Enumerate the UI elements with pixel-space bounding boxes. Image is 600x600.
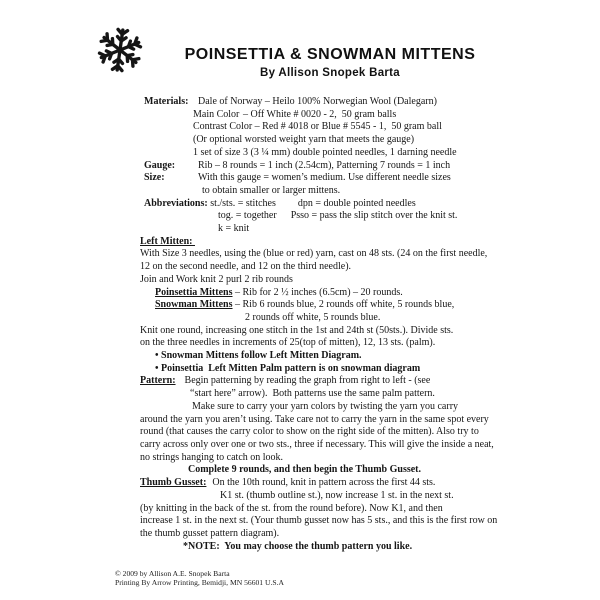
- text-line: Abbreviations: st./sts. = stitches dpn = double pointed needles: [144, 197, 416, 209]
- text-line: around the yarn you aren’t using. Take care not to carry the yarn in the same spot every: [140, 413, 489, 425]
- text-line: Poinsettia Mittens – Rib for 2 ½ inches (6.5cm) – 20 rounds.: [155, 286, 403, 298]
- text-line: round (that causes the carry color to show on the right side of the mitten). Also try to: [140, 426, 479, 438]
- text-line: to obtain smaller or larger mittens.: [202, 184, 341, 196]
- text-line: • Poinsettia Left Mitten Palm pattern is on snowman diagram: [155, 362, 421, 374]
- text-line: Main Color – Off White # 0020 - 2, 50 gram balls: [193, 108, 397, 120]
- text-line: on the three needles in increments of 25(top of mitten), 12, 13 sts. (palm).: [140, 337, 436, 349]
- text-line: no strings hanging to catch on look.: [140, 451, 284, 463]
- text-line: tog. = together Psso = pass the slip stitch over the knit st.: [218, 210, 458, 222]
- document-footer: [115, 569, 284, 588]
- document-body: [140, 96, 580, 553]
- text-line: 2 rounds off white, 5 rounds blue.: [245, 311, 381, 323]
- text-line: 1 set of size 3 (3 ¼ mm) double pointed needles, 1 darning needle: [193, 146, 457, 158]
- text-line: Complete 9 rounds, and then begin the Thumb Gusset.: [188, 464, 422, 476]
- text-line: • Snowman Mittens follow Left Mitten Diagram.: [155, 350, 362, 362]
- text-line: Knit one round, increasing one stitch in the 1st and 24th st (50sts.). Divide sts.: [140, 324, 454, 336]
- text-line: (Or optional worsted weight yarn that meets the gauge): [193, 134, 415, 146]
- text-line: K1 st. (thumb outline st.), now increase 1 st. in the next st.: [220, 489, 454, 501]
- footer-printer-line: Printing By Arrow Printing, Bemidji, MN 56601 U.S.A: [115, 578, 284, 588]
- text-line: Snowman Mittens – Rib 6 rounds blue, 2 rounds off white, 5 rounds blue,: [155, 299, 455, 311]
- text-line: Contrast Color – Red # 4018 or Blue # 5545 - 1, 50 gram ball: [193, 121, 442, 133]
- text-line: “start here” arrow). Both patterns use the same palm pattern.: [190, 388, 435, 400]
- text-line: Thumb Gusset: On the 10th round, knit in pattern across the first 44 sts.: [140, 477, 436, 489]
- footer-copyright-line: © 2009 by Allison A.E. Snopek Barta: [115, 569, 230, 578]
- text-line: Make sure to carry your yarn colors by twisting the yarn you carry: [192, 400, 459, 412]
- document-title: POINSETTIA & SNOWMAN MITTENS: [184, 46, 476, 63]
- text-line: increase 1 st. in the next st. (Your thumb gusset now has 5 sts., and this is the first row on: [140, 515, 498, 527]
- text-line: *NOTE: You may choose the thumb pattern you like.: [183, 540, 413, 552]
- text-line: Materials: Dale of Norway – Heilo 100% Norwegian Wool (Dalegarn): [144, 96, 437, 107]
- text-line: With Size 3 needles, using the (blue or red) yarn, cast on 48 sts. (24 on the first needle,: [140, 248, 488, 260]
- text-line: Size: With this gauge = women’s medium. Use different needle sizes: [144, 172, 451, 184]
- text-line: 12 on the second needle, and 12 on the third needle).: [140, 261, 352, 273]
- text-line: carry across only over one or two sts., three if necessary. This will give the inside a neat,: [140, 438, 494, 450]
- text-line: Gauge: Rib – 8 rounds = 1 inch (2.54cm), Patterning 7 rounds = 1 inch: [144, 159, 451, 171]
- text-line: Pattern: Begin patterning by reading the graph from right to left - (see: [140, 375, 431, 387]
- document-byline: By Allison Snopek Barta: [259, 67, 401, 79]
- text-line: k = knit: [218, 223, 250, 235]
- text-line: Left Mitten:: [140, 235, 195, 247]
- text-line: the thumb gusset pattern diagram).: [140, 527, 280, 539]
- text-line: (by knitting in the back of the st. from the round before). Now K1, and then: [140, 502, 443, 514]
- text-line: Join and Work knit 2 purl 2 rib rounds: [140, 273, 293, 285]
